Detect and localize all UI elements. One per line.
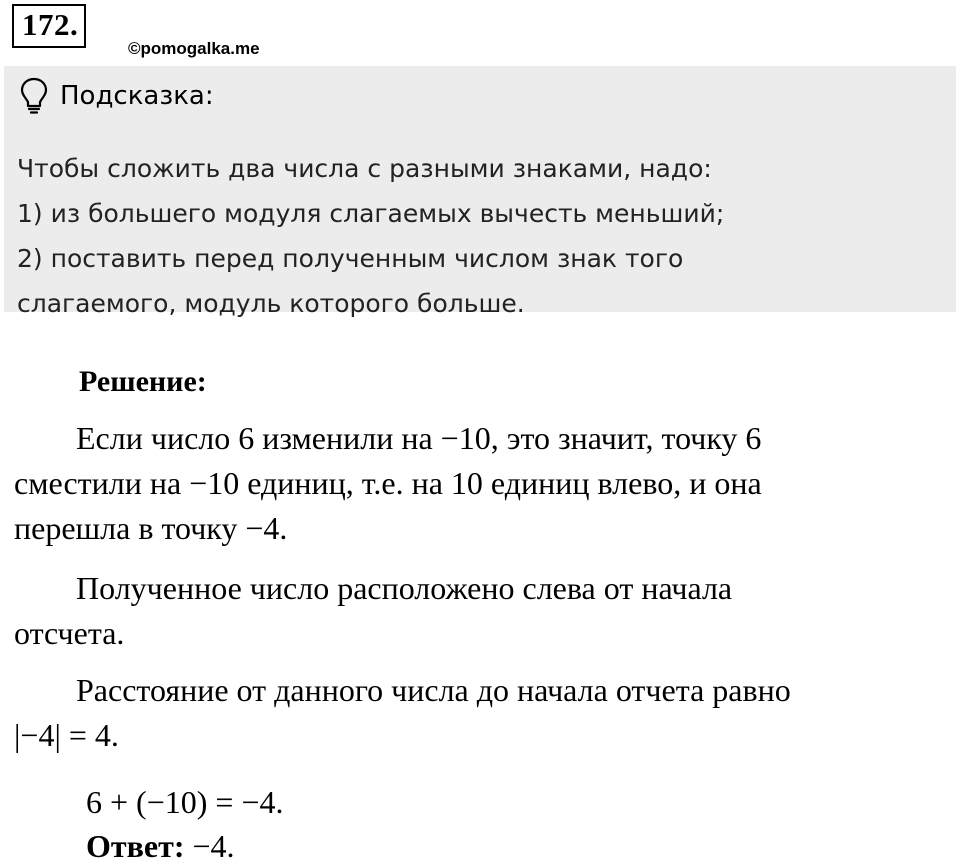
hint-header <box>18 76 214 116</box>
hint-title: Подсказка: <box>60 81 214 111</box>
hint-text <box>17 146 724 326</box>
paragraph-line: Полученное число расположено слева от начала <box>76 570 733 606</box>
answer-label: Ответ: <box>86 828 185 864</box>
paragraph-line: Расстояние от данного числа до начала отчета равно <box>76 672 791 708</box>
solution-paragraph <box>14 566 732 656</box>
hint-line: Чтобы сложить два числа с разными знаками, надо: <box>17 154 712 183</box>
hint-line: 2) поставить перед полученным числом знак того <box>17 244 684 273</box>
paragraph-line: отсчета. <box>14 615 125 651</box>
solution-paragraph <box>14 416 762 551</box>
answer-value: −4. <box>184 828 235 864</box>
paragraph-line: перешла в точку −4. <box>14 510 288 546</box>
paragraph-line: сместили на −10 единиц, т.е. на 10 единиц влево, и она <box>14 465 762 501</box>
lightbulb-icon <box>18 76 50 116</box>
hint-line: 1) из большего модуля слагаемых вычесть меньший; <box>17 199 725 228</box>
answer <box>86 826 235 866</box>
equation: 6 + (−10) = −4. <box>86 784 284 820</box>
solution-paragraph <box>14 668 791 758</box>
hint-box <box>4 66 956 318</box>
paragraph-line: Если число 6 изменили на −10, это значит, точку 6 <box>76 420 762 456</box>
hint-line: слагаемого, модуль которого больше. <box>17 289 525 318</box>
task-number: 172. <box>12 4 86 48</box>
watermark: ©pomogalka.me <box>128 39 260 58</box>
solution-heading: Решение: <box>79 365 207 398</box>
paragraph-line: |−4| = 4. <box>14 717 119 753</box>
